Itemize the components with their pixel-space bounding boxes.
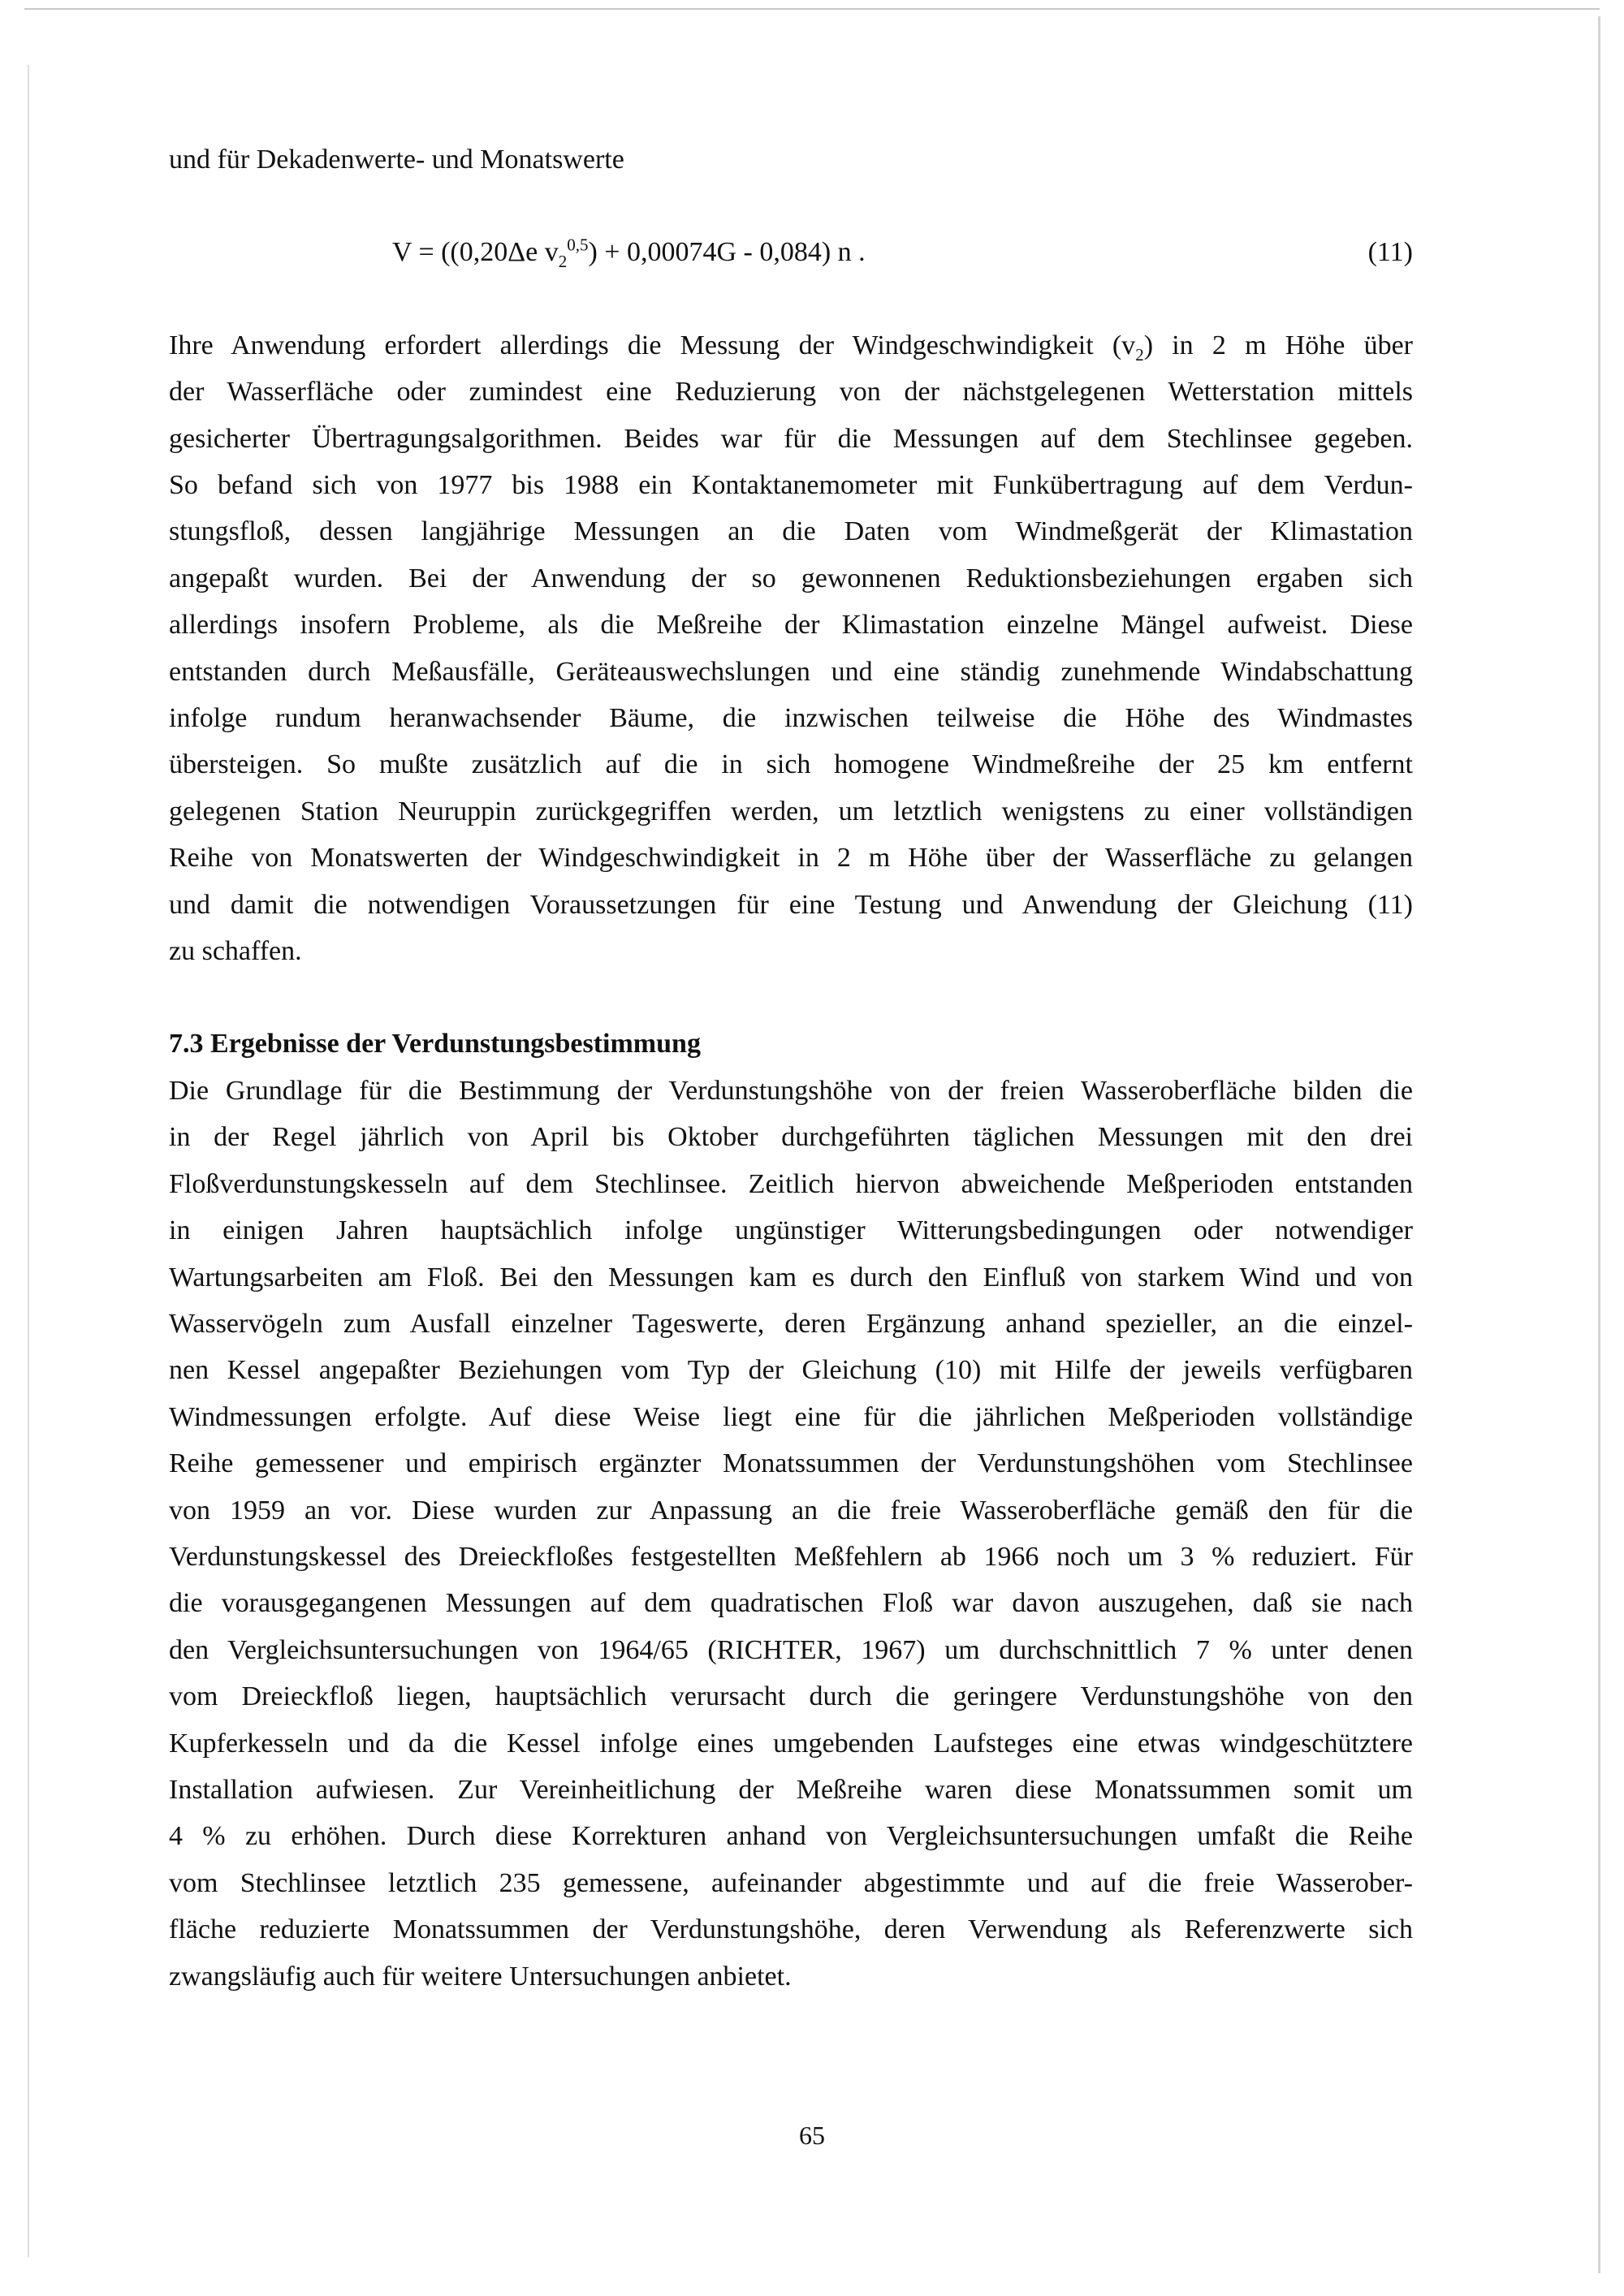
paragraph-line: infolge rundum heranwachsender Bäume, die inzwischen teilweise die Höhe des Windmastes — [169, 703, 1413, 734]
paragraph-line: stungsfloß, dessen langjährige Messungen an die Daten vom Windmeßgerät der Klimastation — [169, 516, 1413, 547]
paragraph-evaporation-results — [169, 1068, 1413, 2000]
paragraph-line: Wartungsarbeiten am Floß. Bei den Messungen kam es durch den Einfluß von starkem Wind und von — [169, 1262, 1413, 1293]
equation-11 — [169, 229, 1413, 275]
paragraph-last-line: zu schaffen. — [169, 936, 302, 967]
paragraph-line: So befand sich von 1977 bis 1988 ein Kontaktanemometer mit Funkübertragung auf dem Verdun- — [169, 470, 1413, 501]
equation-expression — [392, 229, 866, 275]
scan-border-right — [1598, 16, 1600, 2273]
paragraph-line: Reihe von Monatswerten der Windgeschwindigkeit in 2 m Höhe über der Wasserfläche zu gelangen — [169, 843, 1413, 874]
subscript: 2 — [1135, 344, 1144, 365]
paragraph-line: den Vergleichsuntersuchungen von 1964/65 (RICHTER, 1967) um durchschnittlich 7 % unter denen — [169, 1634, 1413, 1665]
paragraph-line: entstanden durch Meßausfälle, Geräteauswechslungen und eine ständig zunehmende Windabschattung — [169, 656, 1413, 687]
paragraph-line: Reihe gemessener und empirisch ergänzter Monatssummen der Verdunstungshöhen vom Stechlinsee — [169, 1448, 1413, 1479]
paragraph-last-line: zwangsläufig auch für weitere Untersuchungen anbietet. — [169, 1961, 792, 1992]
paragraph-line: vom Dreieckfloß liegen, hauptsächlich verursacht durch die geringere Verdunstungshöhe von den — [169, 1681, 1413, 1712]
line-text: Ihre Anwendung erfordert allerdings die Messung der Windgeschwindigkeit (v — [169, 330, 1136, 360]
paragraph-line: in einigen Jahren hauptsächlich infolge ungünstiger Witterungsbedingungen oder notwendiger — [169, 1215, 1413, 1246]
paragraph-line: gelegenen Station Neuruppin zurückgegriffen werden, um letztlich wenigstens zu einer vollständigen — [169, 796, 1413, 826]
paragraph-line: fläche reduzierte Monatssummen der Verdunstungshöhe, deren Verwendung als Referenzwerte sich — [169, 1914, 1413, 1945]
scan-border-top — [24, 8, 1600, 10]
equation-subscript: 2 — [558, 252, 568, 272]
paragraph-line: in der Regel jährlich von April bis Oktober durchgeführten täglichen Messungen mit den drei — [169, 1122, 1413, 1153]
document-page — [169, 136, 1413, 2000]
equation-rhs: ) + 0,00074G - 0,084) n . — [588, 237, 866, 268]
paragraph-line — [169, 322, 1413, 369]
paragraph-line: Installation aufwiesen. Zur Vereinheitlichung der Meßreihe waren diese Monatssummen somit um — [169, 1774, 1413, 1805]
paragraph-line: Windmessungen erfolgte. Auf diese Weise liegt eine für die jährlichen Meßperioden vollständige — [169, 1401, 1413, 1432]
paragraph-line: der Wasserfläche oder zumindest eine Reduzierung von der nächstgelegenen Wetterstation mittels — [169, 377, 1413, 408]
scan-border-left — [28, 65, 29, 2257]
paragraph-line: von 1959 an vor. Diese wurden zur Anpassung an die freie Wasseroberfläche gemäß den für die — [169, 1495, 1413, 1526]
paragraph-line: allerdings insofern Probleme, als die Meßreihe der Klimastation einzelne Mängel aufweist. Diese — [169, 610, 1413, 641]
line-text: ) in 2 m Höhe über — [1143, 330, 1413, 360]
paragraph-line: 4 % zu erhöhen. Durch diese Korrekturen anhand von Vergleichsuntersuchungen umfaßt die Reihe — [169, 1821, 1413, 1852]
equation-lhs: V = ((0,20Δe v — [392, 237, 559, 268]
intro-line: und für Dekadenwerte- und Monatswerte — [169, 145, 624, 175]
section-heading: 7.3 Ergebnisse der Verdunstungsbestimmung — [169, 1029, 701, 1060]
paragraph-line: übersteigen. So mußte zusätzlich auf die in sich homogene Windmeßreihe der 25 km entfernt — [169, 749, 1413, 780]
paragraph-line: Floßverdunstungskesseln auf dem Stechlinsee. Zeitlich hiervon abweichende Meßperioden entstanden — [169, 1168, 1413, 1199]
paragraph-line: vom Stechlinsee letztlich 235 gemessene, aufeinander abgestimmte und auf die freie Wasserober- — [169, 1867, 1413, 1898]
equation-number: (11) — [1367, 237, 1413, 268]
page-number: 65 — [799, 2121, 825, 2150]
paragraph-line: Die Grundlage für die Bestimmung der Verdunstungshöhe von der freien Wasseroberfläche bilden die — [169, 1075, 1413, 1106]
paragraph-wind-measurement — [169, 322, 1413, 975]
paragraph-line: nen Kessel angepaßter Beziehungen vom Typ der Gleichung (10) mit Hilfe der jeweils verfügbaren — [169, 1355, 1413, 1386]
equation-superscript: 0,5 — [567, 235, 589, 256]
paragraph-line: die vorausgegangenen Messungen auf dem quadratischen Floß war davon auszugehen, daß sie nach — [169, 1588, 1413, 1619]
paragraph-line: angepaßt wurden. Bei der Anwendung der so gewonnenen Reduktionsbeziehungen ergaben sich — [169, 563, 1413, 593]
paragraph-line: Verdunstungskessel des Dreieckfloßes festgestellten Meßfehlern ab 1966 noch um 3 % reduziert. Für — [169, 1541, 1413, 1572]
paragraph-line: und damit die notwendigen Voraussetzungen für eine Testung und Anwendung der Gleichung (11) — [169, 889, 1413, 920]
paragraph-line: Kupferkesseln und da die Kessel infolge eines umgebenden Laufsteges eine etwas windgeschütztere — [169, 1728, 1413, 1759]
paragraph-line: Wasservögeln zum Ausfall einzelner Tageswerte, deren Ergänzung anhand spezieller, an die einzel- — [169, 1308, 1413, 1339]
paragraph-line: gesicherter Übertragungsalgorithmen. Beides war für die Messungen auf dem Stechlinsee gegeben. — [169, 423, 1413, 454]
